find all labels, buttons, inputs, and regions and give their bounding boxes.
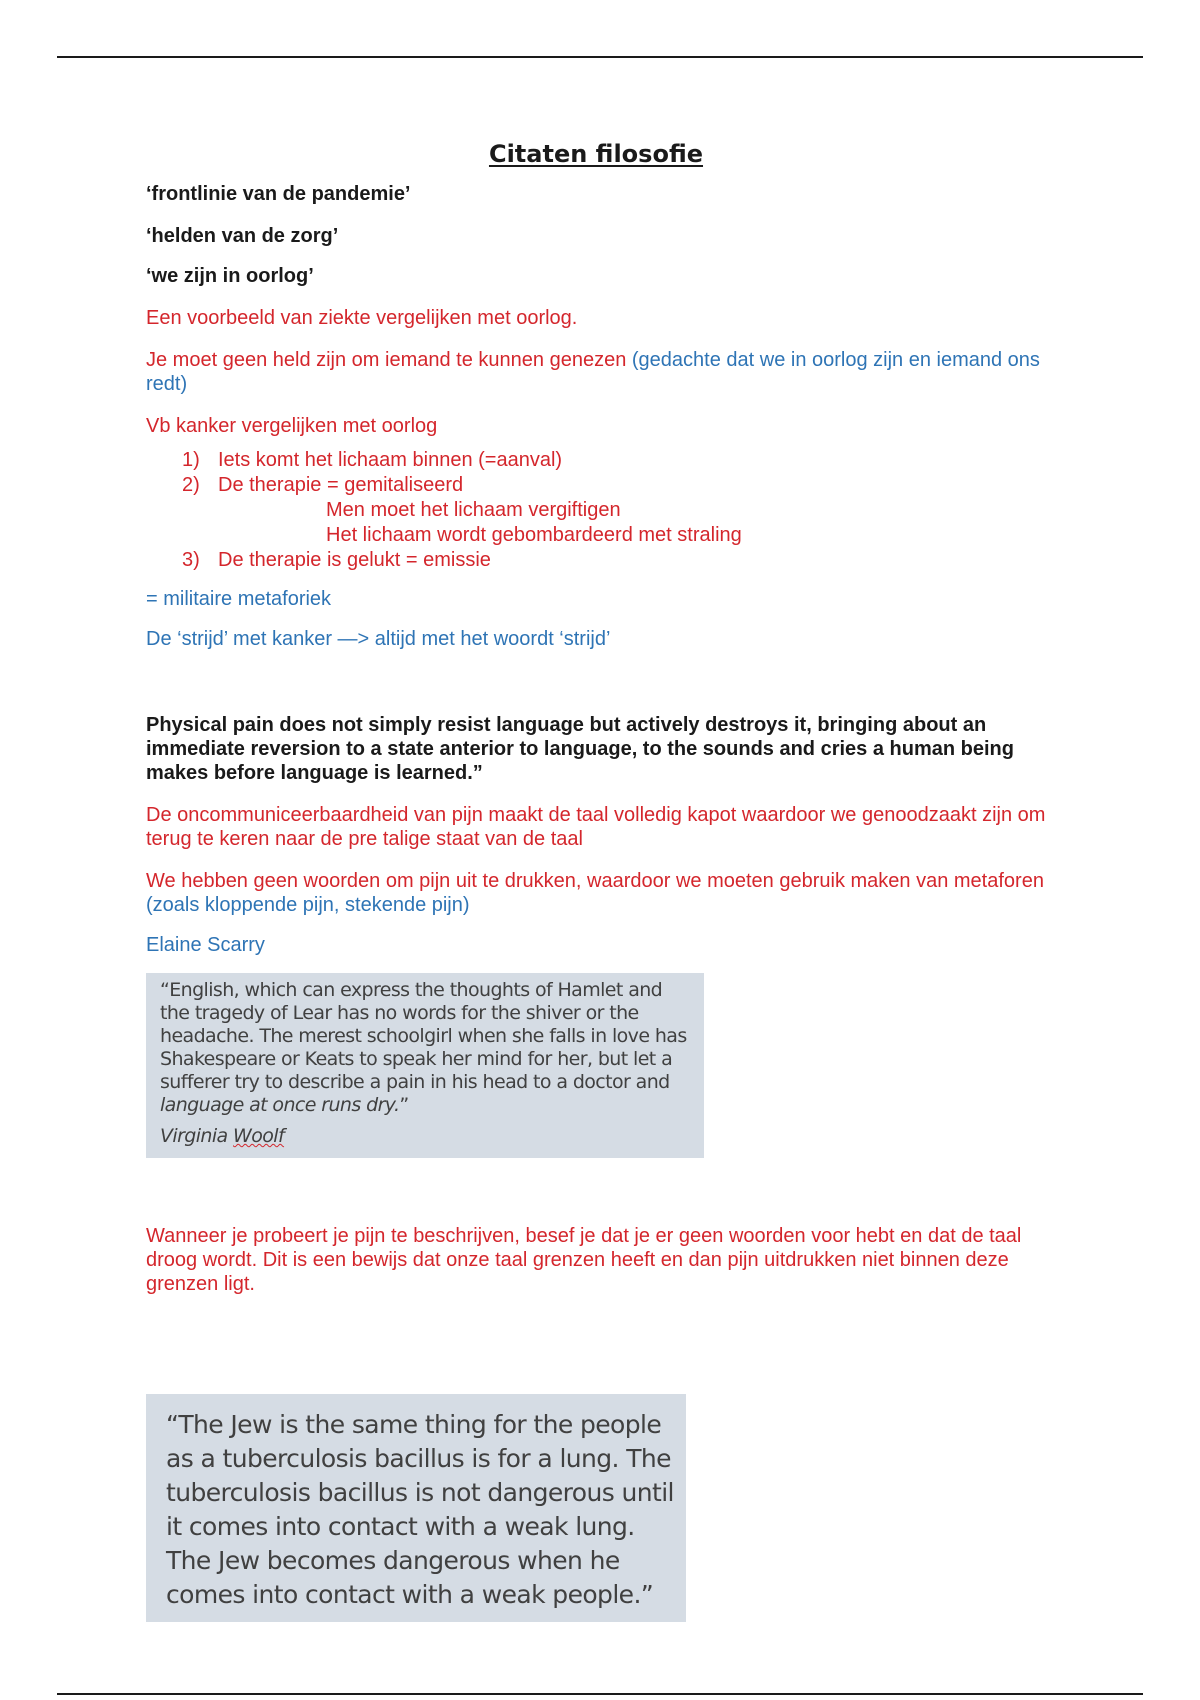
jew-quote-text: “The Jew is the same thing for the people as a tuberculosis bacillus is for a lung. The tuberculosis bacillus is not dangerous until it comes into contact with a weak lung. The Jew becomes dangerous when he comes into contact with a weak people.” (166, 1410, 674, 1609)
list-sub-item: Men moet het lichaam vergiftigen (326, 499, 621, 521)
note-cancer: Vb kanker vergelijken met oorlog (146, 415, 438, 437)
document-body (146, 140, 1046, 1622)
list-item: 3) De therapie is gelukt = emissie (182, 549, 491, 571)
list-sub-item: Het lichaam wordt gebombardeerd met straling (326, 524, 742, 546)
woolf-author: Virginia Woolf (160, 1125, 285, 1147)
woolf-quote-text: “English, which can express the thoughts of Hamlet and the tragedy of Lear has no words for the shiver or the headache. The merest schoolgirl when she falls in love has Shakespeare or Keats to speak her mind for her, but let a sufferer try to describe a pain in his head to a doctor and language at once runs dry.” (160, 979, 687, 1116)
note-strijd: De ‘strijd’ met kanker —> altijd met het woordt ‘strijd’ (146, 628, 611, 650)
quote-heroes: ‘helden van de zorg’ (146, 225, 339, 247)
quote-war: ‘we zijn in oorlog’ (146, 265, 314, 287)
quote-frontline: ‘frontlinie van de pandemie’ (146, 183, 411, 205)
note-metaphors: We hebben geen woorden om pijn uit te drukken, waardoor we moeten gebruik maken van metaforen (zoals kloppende pijn, stekende pijn) (146, 870, 1044, 916)
note-dry-language: Wanneer je probeert je pijn te beschrijven, besef je dat je er geen woorden voor hebt en dat de taal droog wordt. Dit is een bewijs dat onze taal grenzen heeft en dan pijn uitdrukken niet binnen deze grenzen ligt. (146, 1225, 1022, 1295)
note-hero (146, 348, 1046, 396)
note-disease-war: Een voorbeeld van ziekte vergelijken met oorlog. (146, 307, 578, 329)
list-item: 1) Iets komt het lichaam binnen (=aanval) (182, 449, 563, 471)
note-incommunicable: De oncommuniceerbaardheid van pijn maakt de taal volledig kapot waardoor we genoodzaakt zijn om terug te keren naar de pre talige staat van de taal (146, 804, 1046, 850)
note-military: = militaire metaforiek (146, 588, 332, 610)
page-title: Citaten filosofie (488, 140, 704, 168)
footer-rule (57, 1693, 1143, 1695)
jew-quote-box (146, 1394, 686, 1622)
woolf-quote-box (146, 973, 704, 1158)
note-hero-red: Je moet geen held zijn om iemand te kunnen genezen (146, 349, 632, 371)
list-item: 2) De therapie = gemitaliseerd (182, 474, 464, 496)
header-rule (57, 56, 1143, 58)
cancer-list (146, 448, 1046, 573)
pain-quote: Physical pain does not simply resist language but actively destroys it, bringing about an immediate reversion to a state anterior to language, to the sounds and cries a human being makes before language is learned.” (146, 714, 1014, 784)
author-scarry: Elaine Scarry (146, 934, 265, 956)
note-hero-blue: (gedachte dat we in oorlog zijn en iemand ons redt) (146, 349, 1040, 395)
